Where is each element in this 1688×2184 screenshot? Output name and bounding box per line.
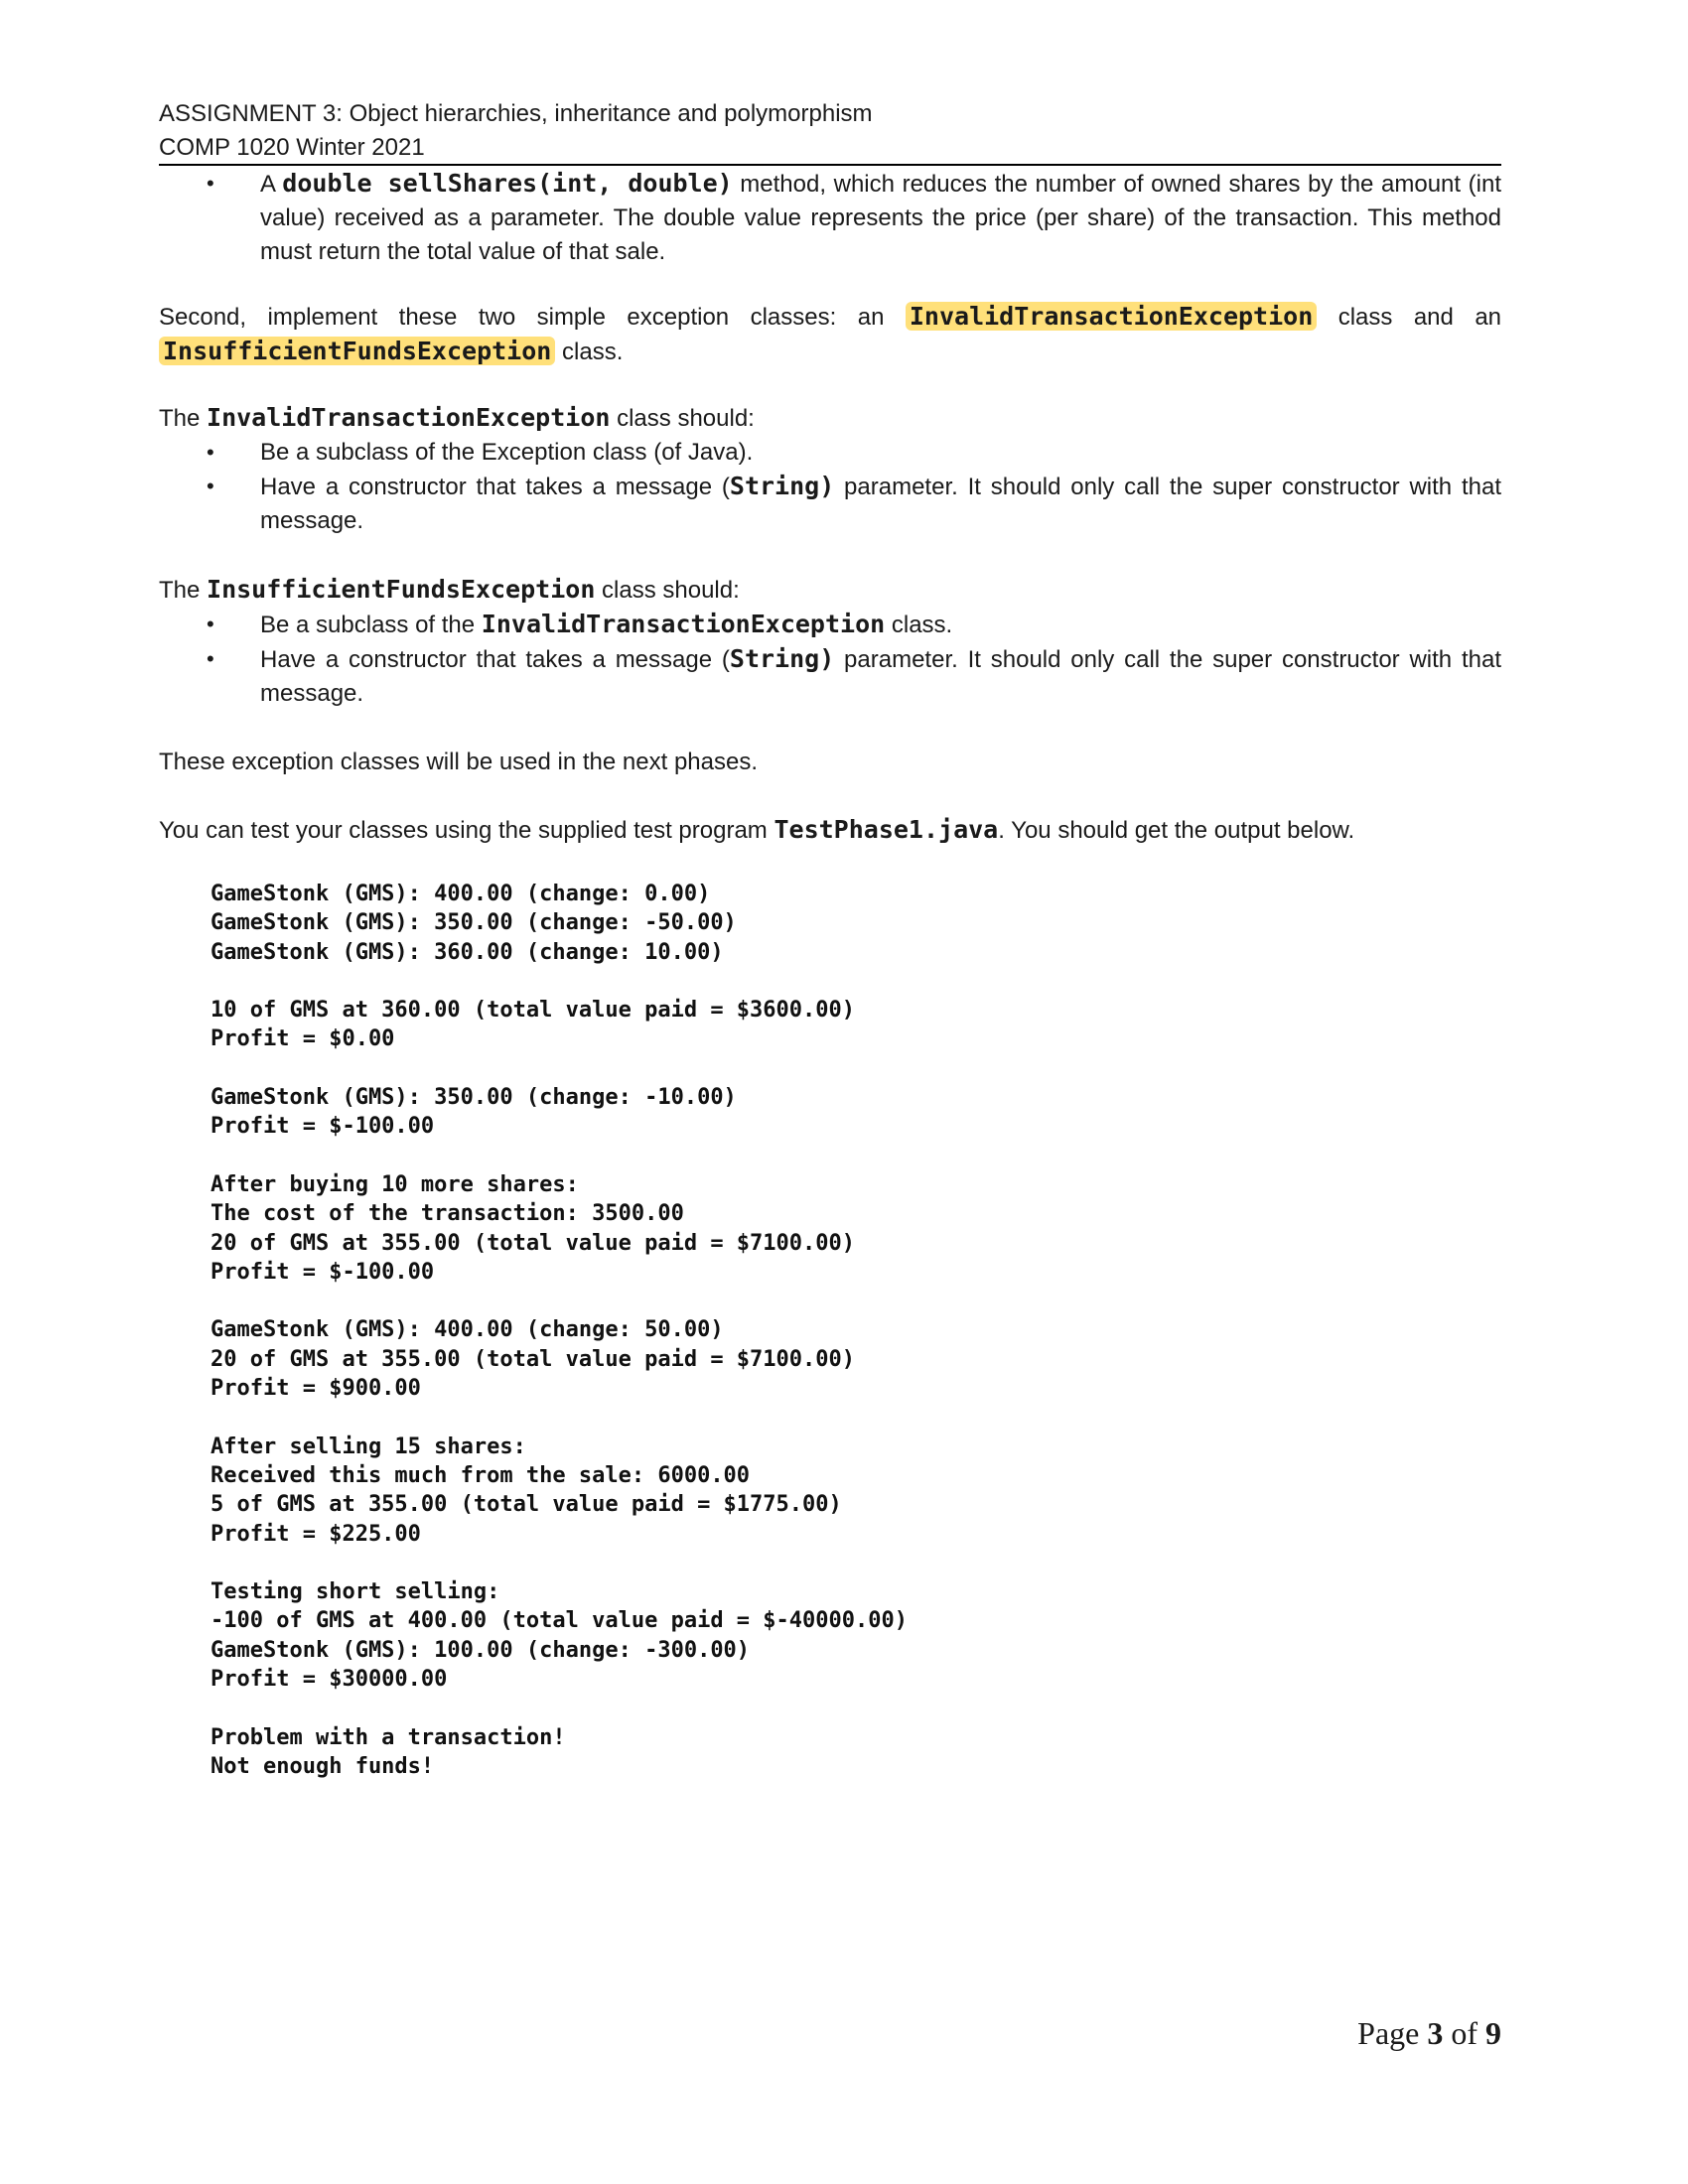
output-line: Profit = $0.00 — [211, 1026, 395, 1052]
intro-text: The — [159, 405, 208, 432]
output-line: 10 of GMS at 360.00 (total value paid = $3600.00) — [211, 998, 856, 1024]
output-line: -100 of GMS at 400.00 (total value paid = $-40000.00) — [211, 1608, 908, 1634]
footer-text: of — [1443, 2015, 1485, 2051]
output-line: Profit = $225.00 — [211, 1521, 421, 1547]
output-line — [211, 1142, 908, 1170]
bullet-item — [159, 167, 1501, 269]
exceptions-intro-paragraph — [159, 300, 1501, 369]
header-course: COMP 1020 Winter 2021 — [159, 134, 425, 161]
current-page-number: 3 — [1427, 2015, 1444, 2051]
output-line: After selling 15 shares: — [211, 1433, 526, 1459]
page-number-footer — [1357, 2015, 1501, 2052]
invalid-transaction-section — [159, 401, 1501, 538]
test-program-paragraph — [159, 813, 1501, 848]
output-line: GameStonk (GMS): 350.00 (change: -50.00) — [211, 910, 737, 936]
paragraph-text: . You should get the output below. — [998, 817, 1355, 844]
output-line: GameStonk (GMS): 400.00 (change: 50.00) — [211, 1317, 724, 1343]
bullet-item — [159, 470, 1501, 538]
output-line: GameStonk (GMS): 360.00 (change: 10.00) — [211, 939, 724, 965]
output-line: Profit = $900.00 — [211, 1376, 421, 1402]
bullet-text: Have a constructor that takes a message ( — [260, 474, 730, 500]
bullet-dot: • — [207, 646, 214, 671]
section-intro — [159, 573, 1501, 608]
bullet-text: parameter. It should only call the super constructor with that message. — [260, 646, 1501, 707]
code-insufficient-funds-highlight: InsufficientFundsException — [159, 337, 555, 365]
code-class-name: InvalidTransactionException — [207, 403, 611, 432]
intro-text: The — [159, 577, 208, 604]
footer-text: Page — [1357, 2015, 1428, 2051]
intro-text: class should: — [610, 405, 755, 432]
bullet-text: class. — [885, 612, 953, 638]
output-line — [211, 1403, 908, 1432]
output-line: Not enough funds! — [211, 1753, 435, 1779]
bullet-item — [159, 436, 1501, 470]
code-string: String) — [729, 644, 835, 673]
bullet-item — [159, 608, 1501, 642]
page-header — [159, 97, 1501, 165]
header-divider — [159, 164, 1501, 166]
output-line: Profit = $-100.00 — [211, 1114, 435, 1140]
bullet-dot: • — [207, 440, 214, 465]
bullet-text: Be a subclass of the Exception class (of Java). — [260, 439, 754, 466]
bullet-dot: • — [207, 612, 214, 636]
bullet-dot: • — [207, 171, 214, 196]
section-intro — [159, 401, 1501, 436]
output-line: 20 of GMS at 355.00 (total value paid = $7100.00) — [211, 1230, 856, 1256]
bullet-text: A — [260, 171, 283, 198]
insufficient-funds-section — [159, 573, 1501, 711]
output-line: 20 of GMS at 355.00 (total value paid = $7100.00) — [211, 1346, 856, 1372]
bullet-text: parameter. It should only call the super constructor with that message. — [260, 474, 1501, 534]
output-line: Profit = $-100.00 — [211, 1259, 435, 1285]
output-line: 5 of GMS at 355.00 (total value paid = $1775.00) — [211, 1492, 842, 1518]
code-string: String) — [729, 472, 835, 500]
output-line — [211, 967, 908, 996]
bullet-item — [159, 642, 1501, 711]
paragraph-text: You can test your classes using the supplied test program — [159, 817, 774, 844]
output-line: GameStonk (GMS): 100.00 (change: -300.00) — [211, 1637, 751, 1663]
intro-text: class should: — [595, 577, 740, 604]
output-line — [211, 1054, 908, 1083]
code-class-name: InsufficientFundsException — [207, 575, 596, 604]
header-title: ASSIGNMENT 3: Object hierarchies, inheritance and polymorphism — [159, 100, 873, 127]
output-line: Testing short selling: — [211, 1579, 500, 1605]
next-phases-paragraph: These exception classes will be used in the next phases. — [159, 749, 759, 775]
paragraph-text: class and an — [1317, 304, 1502, 331]
code-test-file: TestPhase1.java — [774, 815, 999, 844]
bullet-text: Have a constructor that takes a message ( — [260, 646, 730, 673]
code-class-name: InvalidTransactionException — [481, 610, 886, 638]
bullet-text: method, which reduces the number of owned shares by the amount (int value) received as a parameter. The double value represents the price (per share) of the transaction. This method must return the total value of that sale. — [260, 171, 1501, 265]
paragraph-text: class. — [555, 339, 624, 365]
output-line — [211, 1549, 908, 1577]
bullet-dot: • — [207, 474, 214, 498]
program-output — [211, 880, 908, 1781]
output-line: Profit = $30000.00 — [211, 1667, 448, 1693]
output-line — [211, 1287, 908, 1315]
output-line — [211, 1694, 908, 1722]
paragraph-text: Second, implement these two simple exception classes: an — [159, 304, 906, 331]
code-invalid-transaction-highlight: InvalidTransactionException — [906, 302, 1317, 331]
output-line: After buying 10 more shares: — [211, 1171, 579, 1197]
sellshares-bullet-block — [159, 167, 1501, 269]
output-line: GameStonk (GMS): 400.00 (change: 0.00) — [211, 882, 711, 906]
output-line: Received this much from the sale: 6000.00 — [211, 1462, 751, 1488]
total-page-number: 9 — [1485, 2015, 1501, 2051]
output-line: GameStonk (GMS): 350.00 (change: -10.00) — [211, 1085, 737, 1111]
bullet-text: Be a subclass of the — [260, 612, 482, 638]
code-sellshares: double sellShares(int, double) — [282, 169, 733, 198]
output-line: Problem with a transaction! — [211, 1724, 566, 1750]
output-line: The cost of the transaction: 3500.00 — [211, 1201, 684, 1227]
